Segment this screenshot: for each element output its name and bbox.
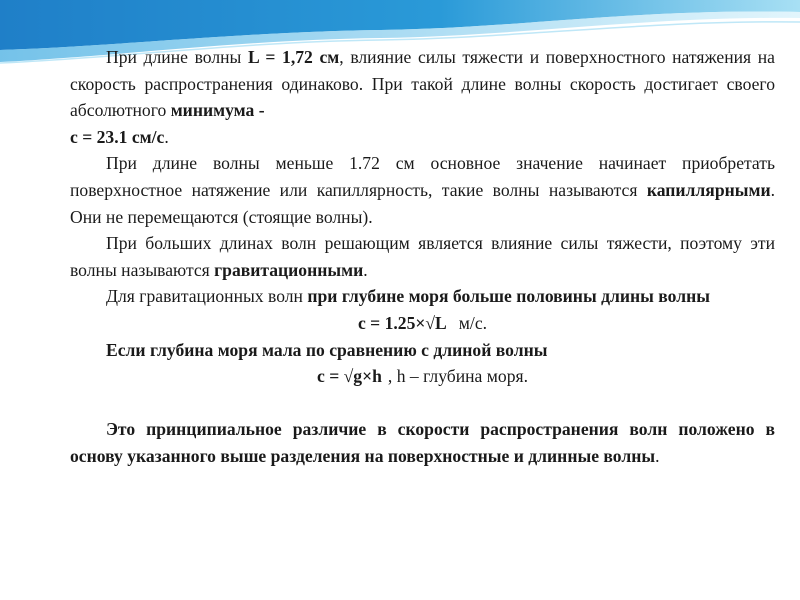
bold-wavelength: L = 1,72 см xyxy=(247,47,340,67)
paragraph-deep-water xyxy=(70,283,775,310)
formula-shallow-water-note: , h – глубина моря. xyxy=(387,366,528,387)
bold-deep-condition: при глубине моря больше половины длины волны xyxy=(307,286,710,307)
bold-capillary: капиллярными xyxy=(646,179,771,200)
bold-gravitational: гравитационными xyxy=(214,259,364,280)
formula-deep-water-unit: м/с. xyxy=(458,312,488,333)
text: . xyxy=(655,445,660,466)
wave-band-dark xyxy=(0,0,800,50)
paragraph-capillary-waves xyxy=(70,150,775,230)
paragraph-capillary-gravity-balance xyxy=(70,44,775,150)
text: , влияние силы тяжести и поверхностного натяжения на скорость распространения одинаково. При такой длине волны скорость достигает своего абсолютного xyxy=(70,47,775,121)
formula-deep-water-expr: с = 1.25×√L xyxy=(357,312,447,333)
bold-min-speed: с = 23.1 см/с xyxy=(70,126,165,147)
formula-shallow-water-expr: с = √g×h xyxy=(317,366,382,387)
bold-conclusion: Это принципиальное различие в скорости распространения волн положено в основу указанного выше разделения на поверхностные и длинные волны xyxy=(70,419,775,466)
paragraph-conclusion xyxy=(70,416,775,469)
bold-shallow-condition: Если глубина моря мала по сравнению с длиной волны xyxy=(106,339,548,360)
formula-deep-water xyxy=(70,310,775,337)
text: . xyxy=(164,126,169,147)
paragraph-gravity-waves xyxy=(70,230,775,283)
text: При длине волны меньше 1.72 см основное значение начинает приобретать поверхностное натяжение или капиллярность, такие волны называются xyxy=(70,153,775,200)
text: . xyxy=(363,259,368,280)
text: Для гравитационных волн xyxy=(106,286,308,307)
text: При больших длинах волн решающим является влияние силы тяжести, поэтому эти волны называются xyxy=(70,233,775,280)
formula-shallow-water xyxy=(70,363,775,390)
paragraph-shallow-water xyxy=(70,337,775,364)
bold-minimum: минимума - xyxy=(170,100,265,121)
text: . Они не перемещаются (стоящие волны). xyxy=(70,179,775,227)
spacer xyxy=(70,390,775,417)
text: При длине волны xyxy=(106,47,248,67)
slide-text xyxy=(70,44,775,470)
